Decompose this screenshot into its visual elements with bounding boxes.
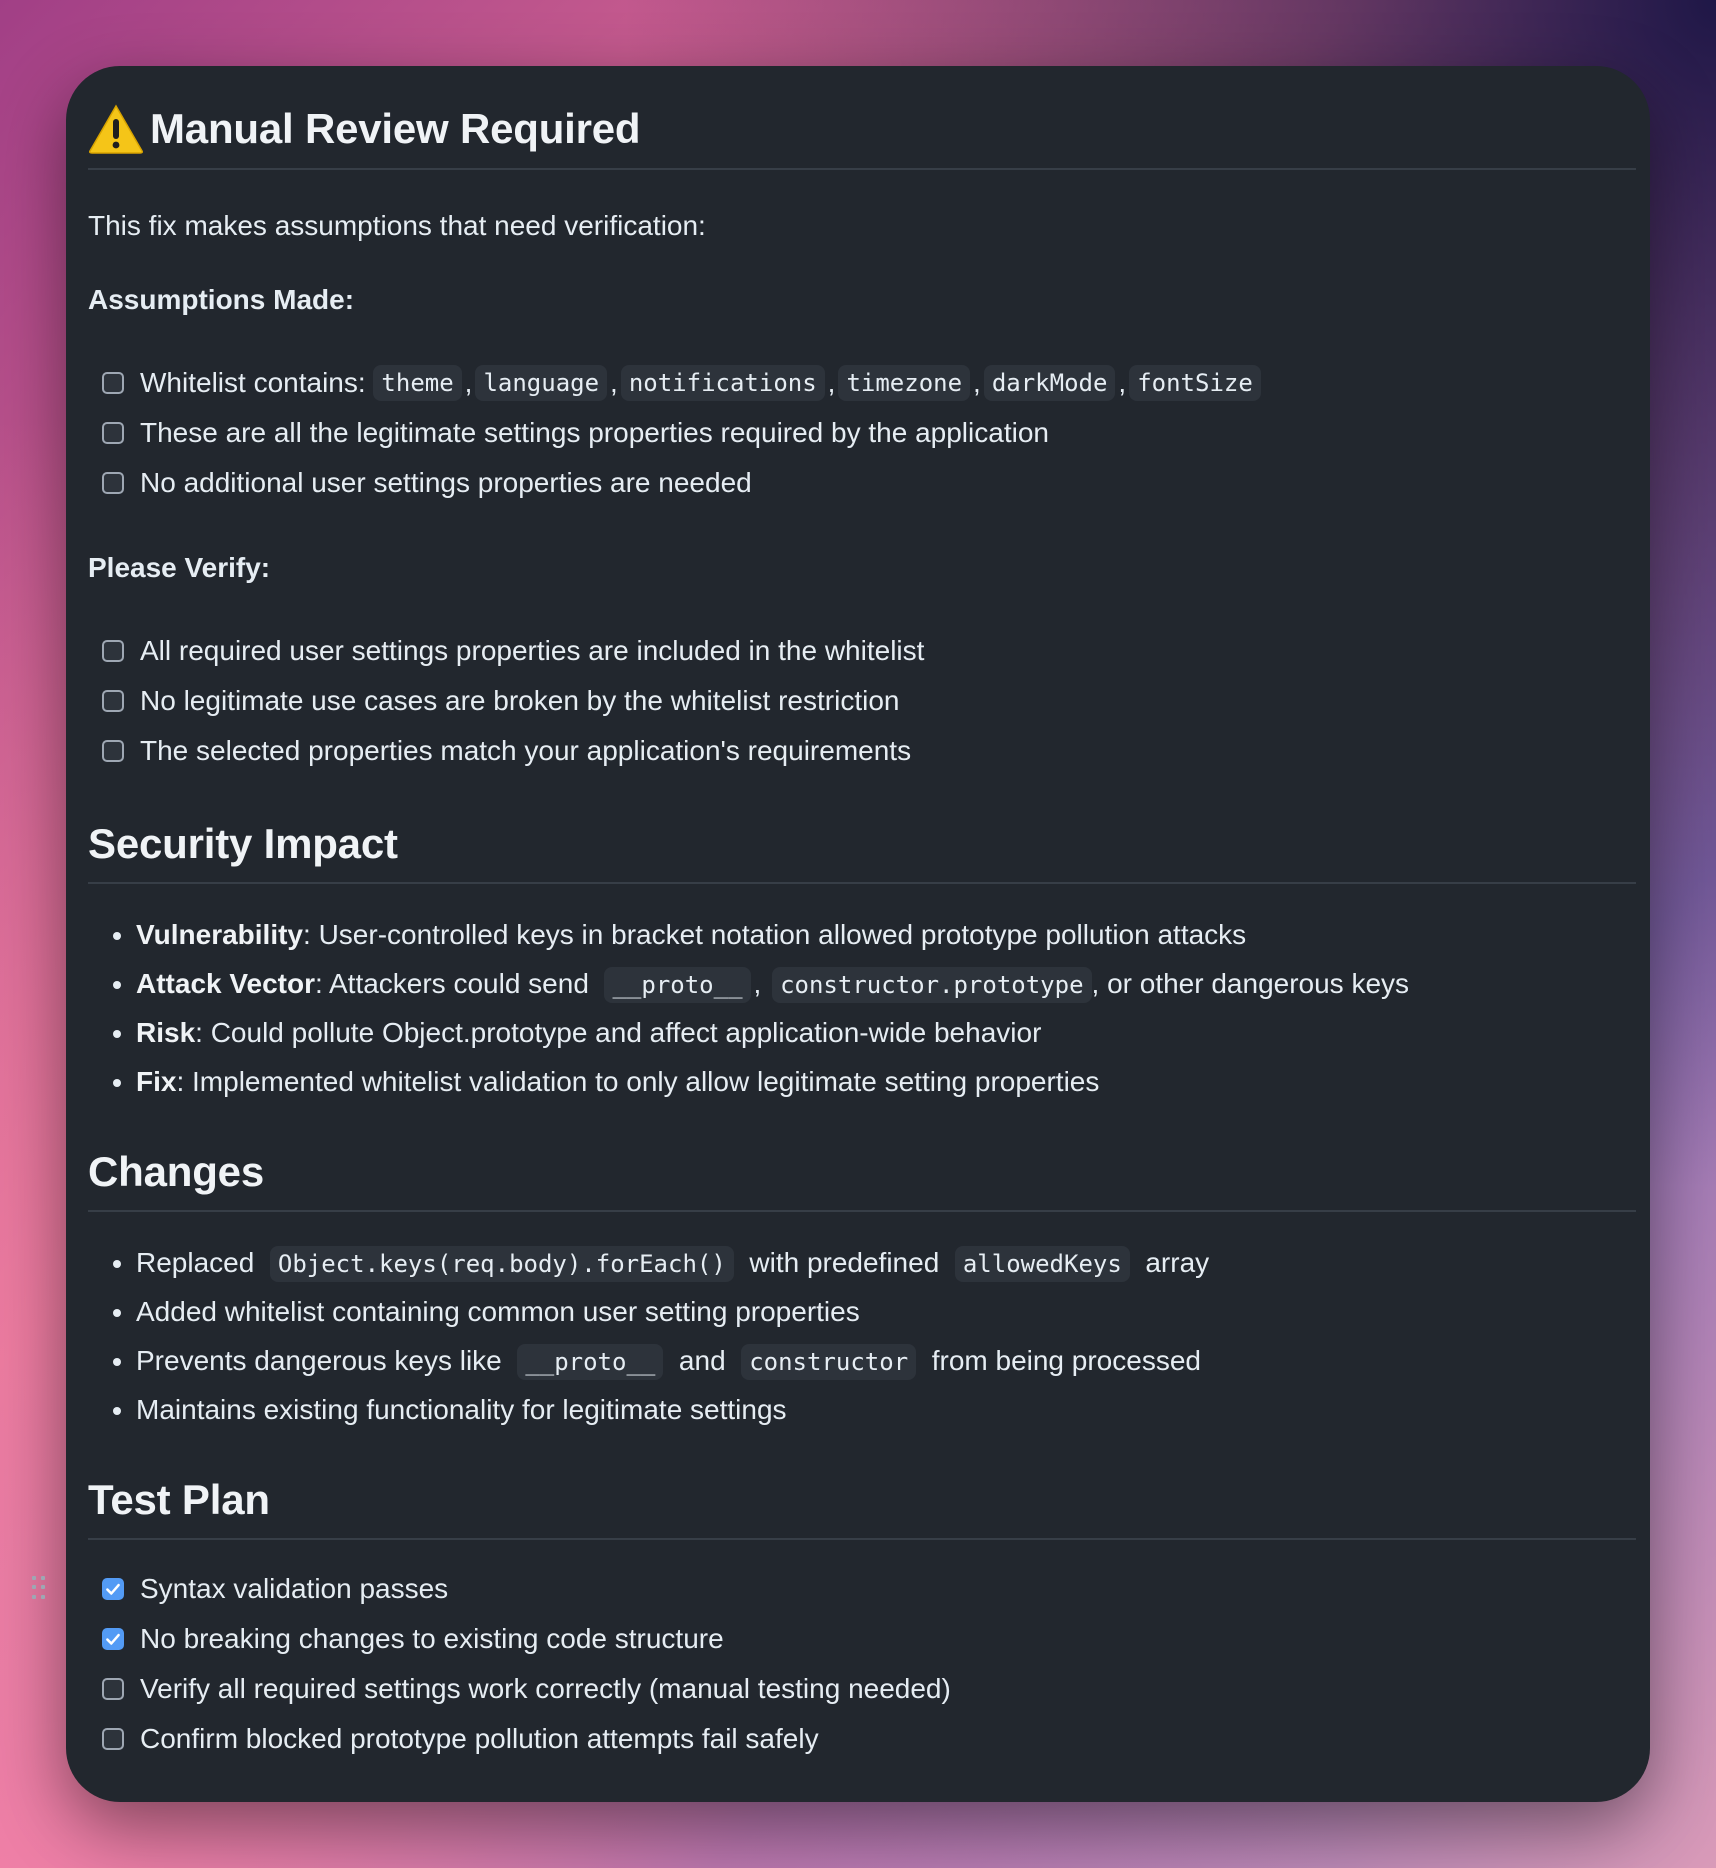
task-label: Verify all required settings work correctly (manual testing needed) bbox=[140, 1673, 951, 1704]
task-item: Whitelist contains: theme , language , notifications , timezone , darkMode , fontSize bbox=[102, 358, 1636, 408]
task-checkbox-checked[interactable] bbox=[102, 1628, 124, 1650]
inline-code: timezone bbox=[838, 365, 970, 401]
task-label: No breaking changes to existing code structure bbox=[140, 1623, 724, 1654]
task-checkbox[interactable] bbox=[102, 640, 124, 662]
manual-review-heading bbox=[88, 104, 1636, 170]
checkmark-icon bbox=[104, 1630, 122, 1648]
task-label: All required user settings properties are included in the whitelist bbox=[140, 635, 925, 666]
task-item bbox=[102, 458, 1636, 508]
list-text: Replaced bbox=[136, 1247, 255, 1278]
inline-code: constructor.prototype bbox=[772, 967, 1091, 1003]
task-label: Confirm blocked prototype pollution attempts fail safely bbox=[140, 1723, 819, 1754]
inline-code: __proto__ bbox=[517, 1344, 663, 1380]
intro-text: This fix makes assumptions that need verification: bbox=[88, 210, 706, 241]
list-item bbox=[136, 910, 1636, 959]
inline-code: language bbox=[475, 365, 607, 401]
task-item bbox=[102, 1664, 1636, 1714]
bold-label: Attack Vector bbox=[136, 968, 315, 999]
test-plan-heading: Test Plan bbox=[88, 1476, 1636, 1540]
list-text: with predefined bbox=[749, 1247, 940, 1278]
security-impact-list bbox=[88, 910, 1636, 1106]
list-text: : Attackers could send bbox=[314, 968, 589, 999]
task-item bbox=[102, 1564, 1636, 1614]
inline-code: allowedKeys bbox=[955, 1246, 1130, 1282]
task-label: These are all the legitimate settings properties required by the application bbox=[140, 417, 1049, 448]
task-label: No legitimate use cases are broken by the whitelist restriction bbox=[140, 685, 900, 716]
task-checkbox[interactable] bbox=[102, 1678, 124, 1700]
inline-code: notifications bbox=[621, 365, 825, 401]
task-label: No additional user settings properties are needed bbox=[140, 467, 752, 498]
task-item bbox=[102, 726, 1636, 776]
list-text: Added whitelist containing common user setting properties bbox=[136, 1296, 860, 1327]
verify-heading: Please Verify: bbox=[88, 552, 271, 583]
task-item bbox=[102, 676, 1636, 726]
task-item bbox=[102, 408, 1636, 458]
warning-icon bbox=[88, 104, 144, 154]
security-impact-heading: Security Impact bbox=[88, 820, 1636, 884]
inline-code: fontSize bbox=[1129, 365, 1261, 401]
task-item bbox=[102, 1614, 1636, 1664]
list-item bbox=[136, 959, 1636, 1008]
task-label: Syntax validation passes bbox=[140, 1573, 449, 1604]
task-checkbox[interactable] bbox=[102, 422, 124, 444]
assumptions-list bbox=[88, 358, 1636, 508]
separator: , bbox=[753, 968, 762, 999]
task-label: Whitelist contains: bbox=[140, 367, 366, 398]
bold-label: Risk bbox=[136, 1017, 196, 1048]
changes-list bbox=[88, 1238, 1636, 1434]
list-item bbox=[136, 1336, 1636, 1385]
list-text: array bbox=[1145, 1247, 1210, 1278]
task-label: The selected properties match your application's requirements bbox=[140, 735, 912, 766]
assumptions-heading: Assumptions Made: bbox=[88, 284, 355, 315]
task-checkbox[interactable] bbox=[102, 472, 124, 494]
list-text: Maintains existing functionality for legitimate settings bbox=[136, 1394, 787, 1425]
bold-label: Fix bbox=[136, 1066, 177, 1097]
bold-label: Vulnerability bbox=[136, 919, 304, 950]
task-item bbox=[102, 1714, 1636, 1764]
verify-list bbox=[88, 626, 1636, 776]
inline-code: __proto__ bbox=[604, 967, 750, 1003]
inline-code: theme bbox=[373, 365, 461, 401]
inline-code: darkMode bbox=[984, 365, 1116, 401]
task-checkbox[interactable] bbox=[102, 740, 124, 762]
test-plan-list bbox=[88, 1564, 1636, 1764]
list-item bbox=[136, 1287, 1636, 1336]
checkmark-icon bbox=[104, 1580, 122, 1598]
inline-code: Object.keys(req.body).forEach() bbox=[270, 1246, 734, 1282]
drag-handle-icon[interactable] bbox=[32, 1576, 46, 1600]
list-text: : Implemented whitelist validation to only allow legitimate setting properties bbox=[176, 1066, 1100, 1097]
list-item bbox=[136, 1238, 1636, 1287]
pr-description-card bbox=[66, 66, 1650, 1802]
list-text: and bbox=[678, 1345, 726, 1376]
list-text: : User-controlled keys in bracket notation allowed prototype pollution attacks bbox=[303, 919, 1247, 950]
list-text: , or other dangerous keys bbox=[1091, 968, 1410, 999]
manual-review-title: Manual Review Required bbox=[150, 105, 641, 152]
list-text: from being processed bbox=[931, 1345, 1201, 1376]
changes-heading: Changes bbox=[88, 1148, 1636, 1212]
task-checkbox-checked[interactable] bbox=[102, 1578, 124, 1600]
task-checkbox[interactable] bbox=[102, 372, 124, 394]
task-checkbox[interactable] bbox=[102, 1728, 124, 1750]
list-text: Prevents dangerous keys like bbox=[136, 1345, 502, 1376]
list-item bbox=[136, 1385, 1636, 1434]
list-item bbox=[136, 1008, 1636, 1057]
task-item bbox=[102, 626, 1636, 676]
inline-code: constructor bbox=[741, 1344, 916, 1380]
task-checkbox[interactable] bbox=[102, 690, 124, 712]
list-item bbox=[136, 1057, 1636, 1106]
list-text: : Could pollute Object.prototype and affect application-wide behavior bbox=[195, 1017, 1042, 1048]
